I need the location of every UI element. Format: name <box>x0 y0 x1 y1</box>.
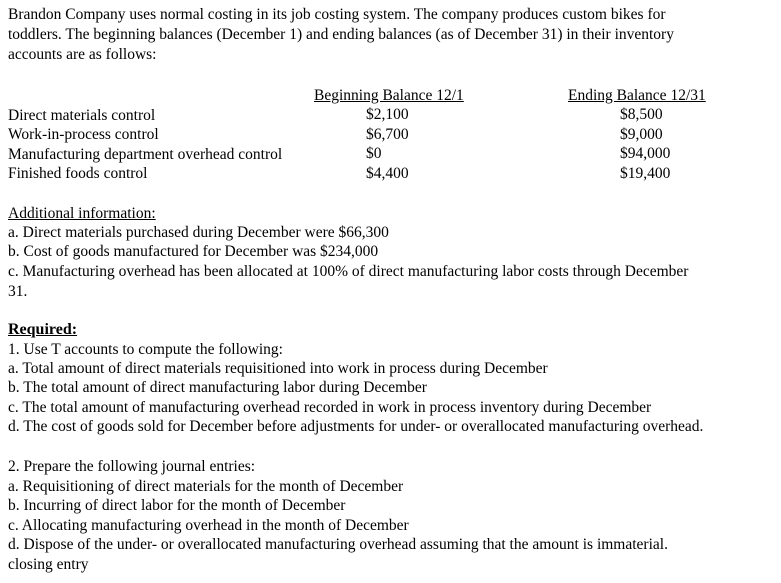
required-item: c. Allocating manufacturing overhead in the month of December <box>8 517 409 534</box>
row-label: Manufacturing department overhead control <box>8 146 283 163</box>
row-label: Finished foods control <box>8 165 148 182</box>
required-item: b. Incurring of direct labor for the month of December <box>8 497 346 514</box>
row-end-value: $19,400 <box>620 165 671 182</box>
required-item: 2. Prepare the following journal entries: <box>8 458 256 475</box>
row-begin-value: $0 <box>366 145 382 162</box>
row-label: Direct materials control <box>8 107 156 124</box>
additional-item: b. Cost of goods manufactured for December was $234,000 <box>8 243 379 260</box>
header-beginning-balance: Beginning Balance 12/1 <box>314 87 464 104</box>
row-begin-value: $2,100 <box>366 106 409 123</box>
additional-item: a. Direct materials purchased during December were $66,300 <box>8 224 389 241</box>
row-end-value: $94,000 <box>620 145 671 162</box>
intro-line: accounts are as follows: <box>8 46 157 63</box>
header-ending-balance: Ending Balance 12/31 <box>568 87 706 104</box>
intro-line: toddlers. The beginning balances (December 1) and ending balances (as of December 31) in their inventory <box>8 26 674 43</box>
required-item: 1. Use T accounts to compute the following: <box>8 341 283 358</box>
additional-heading: Additional information: <box>8 205 156 222</box>
required-item: d. The cost of goods sold for December before adjustments for under- or overallocated manufacturing overhead. <box>8 418 704 435</box>
required-item: c. The total amount of manufacturing overhead recorded in work in process inventory during December <box>8 399 652 416</box>
row-begin-value: $6,700 <box>366 126 409 143</box>
required-heading: Required: <box>8 321 78 338</box>
required-item: a. Total amount of direct materials requisitioned into work in process during December <box>8 360 548 377</box>
required-item: b. The total amount of direct manufacturing labor during December <box>8 379 427 396</box>
row-begin-value: $4,400 <box>366 165 409 182</box>
row-end-value: $9,000 <box>620 126 663 143</box>
additional-item: 31. <box>8 283 28 300</box>
row-end-value: $8,500 <box>620 106 663 123</box>
intro-line: Brandon Company uses normal costing in its job costing system. The company produces custom bikes for <box>8 6 666 23</box>
row-label: Work-in-process control <box>8 126 159 143</box>
additional-item: c. Manufacturing overhead has been allocated at 100% of direct manufacturing labor costs through December <box>8 263 689 280</box>
required-item: a. Requisitioning of direct materials for the month of December <box>8 478 404 495</box>
required-item: closing entry <box>8 556 89 573</box>
required-item: d. Dispose of the under- or overallocated manufacturing overhead assuming that the amount is immaterial. <box>8 536 668 553</box>
